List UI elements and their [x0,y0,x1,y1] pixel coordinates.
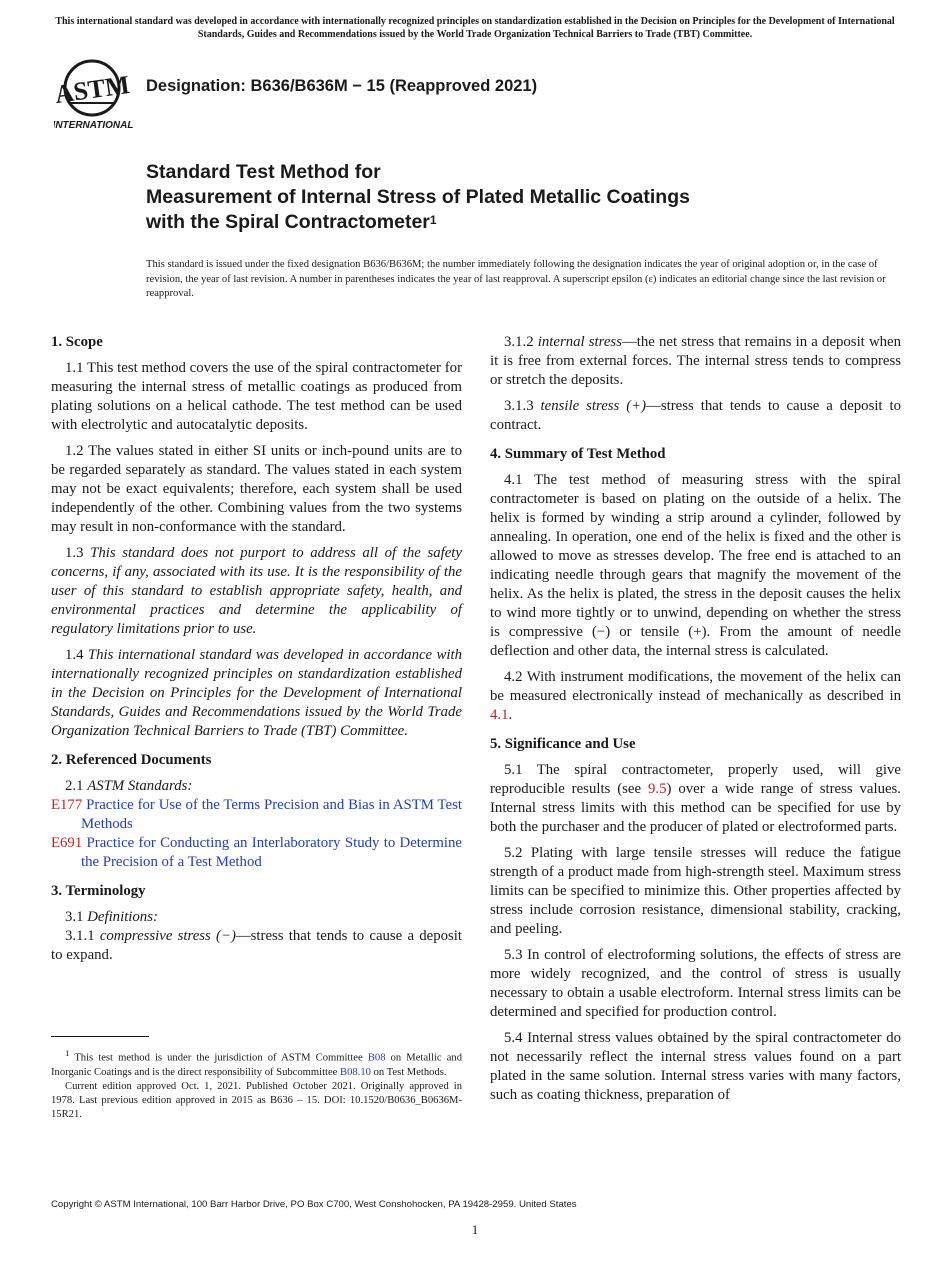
para-3-1: 3.1 Definitions: [65,909,158,925]
svg-text:ASTM: ASTM [54,69,132,110]
title-line-1: Standard Test Method for [146,161,381,183]
para-2-1: 2.1 ASTM Standards: [65,778,193,794]
logo-text: INTERNATIONAL [54,120,134,130]
ref-code-e177[interactable]: E177 [51,797,83,813]
para-1-3: 1.3 This standard does not purport to address all of the safety concerns, if any, associated with its use. It is the responsibility of the user of this standard to establish appropriate safety, health, and environmental practices and determine the applicability of regulatory limitations prior to use. [51,545,462,637]
footnote [51,1046,462,1122]
para-3-1-1: 3.1.1 compressive stress (−)—stress that tends to cause a deposit to expand. [51,928,462,963]
para-3-1-2: 3.1.2 internal stress—the net stress that remains in a deposit when it is free from external forces. The internal stress tends to compress or stretch the deposits. [490,334,902,388]
link-4-1[interactable]: 4.1 [490,707,509,723]
section-3-heading: 3. Terminology [51,883,146,899]
reference-e177[interactable] [51,796,462,834]
ref-title-e177[interactable]: Practice for Use of the Terms Precision and Bias in ASTM Test Methods [81,797,462,832]
section-4-heading: 4. Summary of Test Method [490,446,666,462]
para-5-2: 5.2 Plating with large tensile stresses will reduce the fatigue strength of a product made from high-strength steel. Maximum stress limits can be specified to minimize this. Other properties affected by stress include corrosion resistance, dimensional stability, cracking, and peeling. [490,845,901,937]
link-9-5[interactable]: 9.5 [647,781,667,797]
para-4-1: 4.1 The test method of measuring stress with the spiral contractometer is based on plating on the outside of a helix. The helix is formed by winding a strip around a cylinder, followed by annealing. In operation, one end of the helix is fixed and the other is allowed to move as stresses develop. The free end is attached to an indicating needle through gears that magnify the movement of the helix. As the helix is plated, the stress in the deposit causes the helix to wind more tightly or to unwind, depending on whether the stress is compressive (−) or tensile (+). From the amount of needle deflection and other data, the internal stress is calculated. [490,472,901,659]
left-column [51,333,462,965]
copyright: Copyright © ASTM International, 100 Barr Harbor Drive, PO Box C700, West Conshohocken, PA 19428-2959. United States [51,1199,577,1210]
para-1-4: 1.4 This international standard was developed in accordance with internationally recognized principles on standardization established in the Decision on Principles for the Development of International Standards, Guides and Recommendations issued by the World Trade Organization Technical Barriers to Trade (TBT) Committee. [51,647,462,739]
ref-title-e691[interactable]: Practice for Conducting an Interlaboratory Study to Determine the Precision of a Test Method [81,835,462,870]
reference-e691[interactable] [51,834,462,872]
standard-note: This standard is issued under the fixed designation B636/B636M; the number immediately following the designation indicates the year of original adoption or, in the case of revision, the year of last revision. A number in parentheses indicates the year of last reapproval. A superscript epsilon (ε) indicates an editorial change since the last revision or reapproval. [146,259,886,299]
para-5-4: 5.4 Internal stress values obtained by the spiral contractometer do not necessarily reflect the internal stress values found on a part plated in the same solution. Internal stress varies with many factors, such as coating thickness, preparation of [490,1030,901,1103]
link-b08[interactable]: B08 [367,1052,386,1064]
designation: Designation: B636/B636M − 15 (Reapproved 2021) [146,77,538,95]
section-1-heading: 1. Scope [51,334,103,350]
footnote-edition: Current edition approved Oct. 1, 2021. Published October 2021. Originally approved in 1978. Last previous edition approved in 2015 as B636 – 15. DOI: 10.1520/B0636_B0636M-15R21. [51,1080,462,1120]
para-5-3: 5.3 In control of electroforming solutions, the effects of stress are more widely recognized, and the control of stress is usually necessary to obtain a usable electroform. Internal stress limits can be determined and specified for production control. [490,947,901,1020]
tbt-notice: This international standard was developed in accordance with internationally recognized principles on standardization established in the Decision on Principles for the Development of International Standards, Guides and Recommendations issued by the World Trade Organization Technical Barriers to Trade (TBT) Committee. [55,16,895,40]
section-5-heading: 5. Significance and Use [490,736,636,752]
link-b08-10[interactable]: B08.10 [340,1066,371,1078]
para-1-2: 1.2 The values stated in either SI units or inch-pound units are to be regarded separately as standard. The values stated in each system may not be exact equivalents; therefore, each system shall be used independently of the other. Combining values from the two systems may result in non-conformance with the standard. [51,443,462,535]
astm-logo [54,58,134,130]
document-title [146,160,886,235]
para-1-1: 1.1 This test method covers the use of the spiral contractometer for measuring the internal stress of metallic coatings as produced from plating solutions on a helical cathode. The test method can be used with electrolytic and autocatalytic deposits. [51,360,462,433]
para-5-1: 5.1 The spiral contractometer, properly used, will give reproducible results (see 9.5) over a wide range of stress values. Internal stress limits with this method can be specified for use by both the purchaser and the producer of plated or electroformed parts. [490,762,902,835]
title-line-3: with the Spiral Contractometer$^1$ [146,211,437,233]
footnote-rule [51,1036,149,1037]
title-line-2: Measurement of Internal Stress of Plated Metallic Coatings [146,186,690,208]
right-column [490,333,901,1105]
para-3-1-3: 3.1.3 tensile stress (+)—stress that tends to cause a deposit to contract. [490,398,902,433]
title-footnote-mark: 1 [429,213,437,227]
para-4-2: 4.2 With instrument modifications, the movement of the helix can be measured electronically instead of mechanically as described in 4.1. [490,669,901,723]
section-2-heading: 2. Referenced Documents [51,752,212,768]
footnote-1: $^1$ This test method is under the jurisdiction of ASTM Committee B08 on Metallic and Inorganic Coatings and is the direct responsibility of Subcommittee B08.10 on Test Methods. [51,1048,462,1078]
ref-code-e691[interactable]: E691 [51,835,83,851]
page-number: 1 [471,1222,479,1237]
